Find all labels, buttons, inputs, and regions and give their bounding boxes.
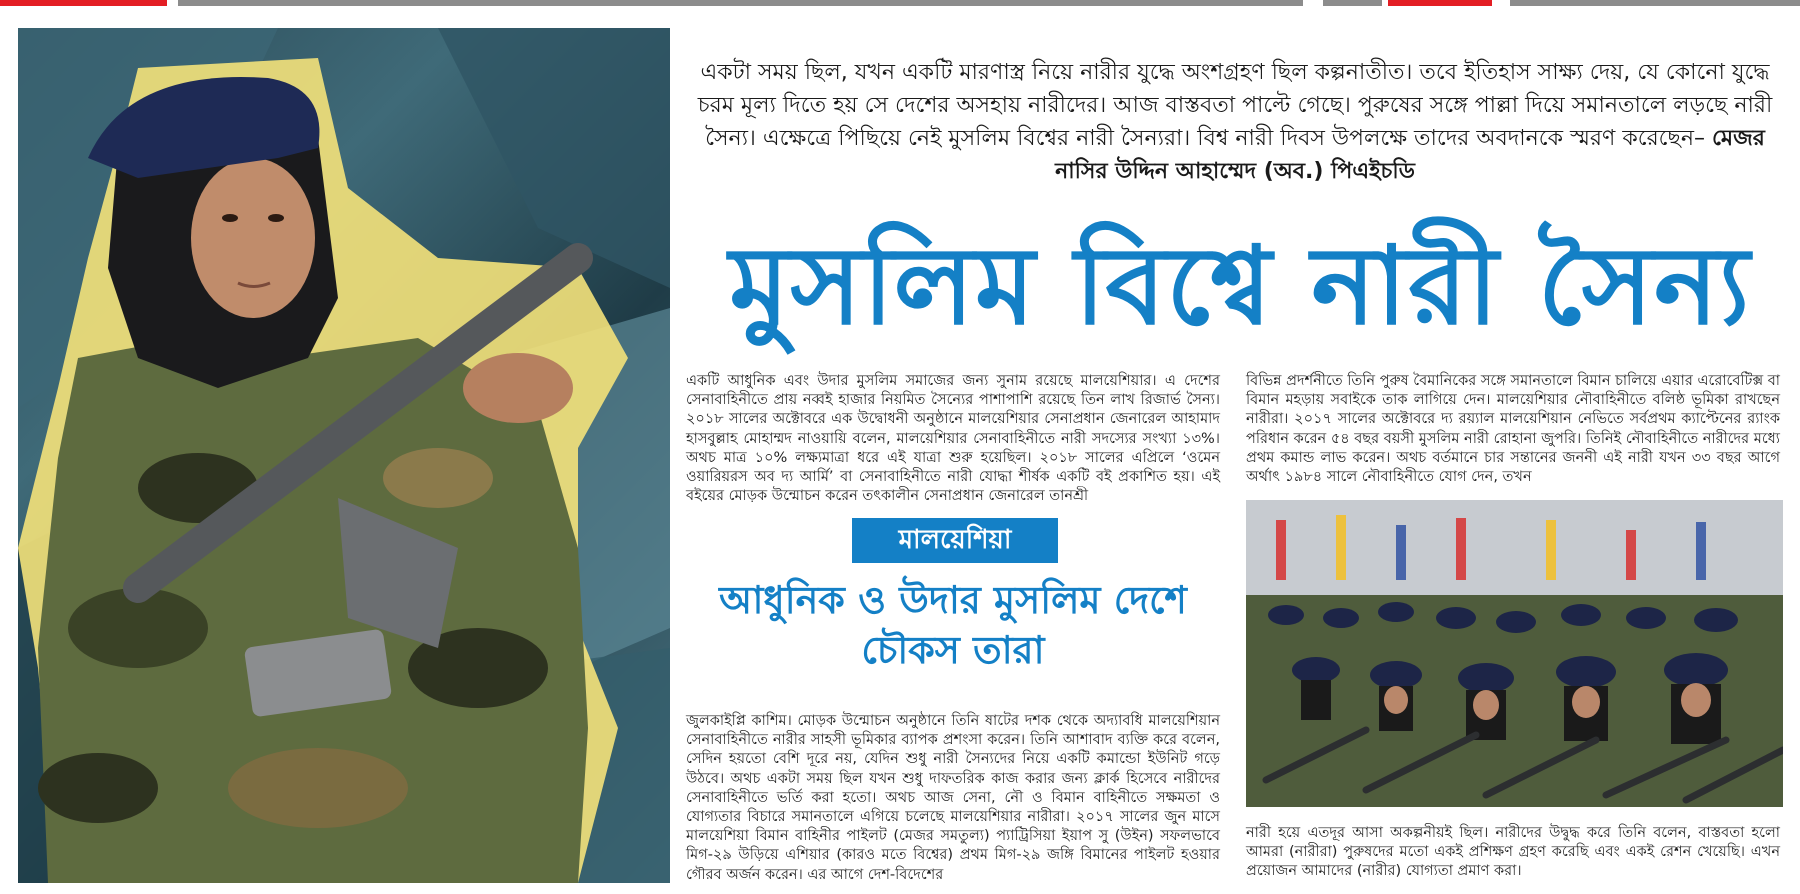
intro-text: একটা সময় ছিল, যখন একটি মারণাস্ত্র নিয়ে নারীর যুদ্ধে অংশগ্রহণ ছিল কল্পনাতীত। তবে ইতিহাস সাক্ষ্য দেয়, যে কোনো যুদ্ধে চরম মূল্য দিতে হয় সে দেশের অসহায় নারীদের। আজ বাস্তবতা পাল্টে গেছে। পুরুষের সঙ্গে পাল্লা দিয়ে সমানতালে লড়ছে নারী সৈন্য। এক্ষেত্রে পিছিয়ে নেই মুসলিম বিশ্বের নারী সৈন্যরা। বিশ্ব নারী দিবস উপলক্ষে তাদের অবদানকে স্মরণ করেছেন– xyxy=(697,60,1773,151)
column-1-top-text: একটি আধুনিক এবং উদার মুসলিম সমাজের জন্য সুনাম রয়েছে মালয়েশিয়ার। এ দেশের সেনাবাহিনীতে প্রায় নব্বই হাজার নিয়মিত সৈন্যের পাশাপাশি রয়েছে তিন লাখ রিজার্ভ সৈন্য। ২০১৮ সালের অক্টোবরে এক উদ্বোধনী অনুষ্ঠানে মালয়েশিয়ার সেনাপ্রধান জেনারেল আহামাদ হাসবুল্লাহ মোহাম্মদ নাওয়ায়ি বলেন, মালয়েশিয়ার সেনাবাহিনীতে নারী সদস্যের সংখ্যা ১৩%। অথচ মাত্র ১০% লক্ষ্যমাত্রা ধরে এই যাত্রা শুরু হয়েছিল। ২০১৮ সালের এপ্রিলে ‘ওমেন ওয়ারিয়রস অব দ্য আর্মি’ বা সেনাবাহিনীতে নারী যোদ্ধা শীর্ষক একটি বই প্রকাশিত হয়। এই বইয়ের মোড়ক উন্মোচন করেন তৎকালীন সেনাপ্রধান জেনারেল তানশ্রী xyxy=(686,373,1220,505)
soldier-photo xyxy=(18,28,670,883)
page-headline: মুসলিম বিশ্বে নারী সৈন্য xyxy=(729,224,1751,349)
top-strip-gray-right xyxy=(1510,0,1800,6)
author-byline: মেজর নাসির উদ্দিন আহাম্মেদ (অব.) পিএইচডি xyxy=(1055,126,1765,184)
intro-paragraph xyxy=(685,56,1785,188)
parade-photo xyxy=(1246,500,1783,807)
section-tag: মালয়েশিয়া xyxy=(852,518,1058,563)
top-strip-gray xyxy=(178,0,1303,6)
top-strip-red-left xyxy=(0,0,167,6)
top-strip-gray-small xyxy=(1323,0,1382,6)
subheadline: আধুনিক ও উদার মুসলিম দেশে চৌকস তারা xyxy=(719,578,1187,672)
column-1-bottom-text: জুলকাইপ্লি কাশিম। মোড়ক উন্মোচন অনুষ্ঠানে তিনি ষাটের দশক থেকে অদ্যাবধি মালয়েশিয়ান সেনাবাহিনীতে নারীর সাহসী ভূমিকার ব্যাপক প্রশংসা করেন। তিনি আশাবাদ ব্যক্তি করে বলেন, সেদিন হয়তো বেশি দূরে নয়, যেদিন শুধু নারী সৈন্যদের নিয়ে একটি কমান্ডো ইউনিট গড়ে উঠবে। অথচ একটা সময় ছিল যখন শুধু দাফতরিক কাজ করার জন্য ক্লার্ক হিসেবে নারীদের সেনাবাহিনীতে ভর্তি করা হতো। অথচ আজ সেনা, নৌ ও বিমান বাহিনীতে সক্ষমতা ও যোগ্যতার বিচারে সমানতালে এগিয়ে চলেছে মালয়েশিয়ার নারীরা। ২০১৭ সালের জুন মাসে মালয়েশিয়া বিমান বাহিনীর পাইলট (মেজর সমতুল্য) প্যাট্রিসিয়া ইয়াপ সু (উইন) সফলভাবে মিগ-২৯ উড়িয়ে এশিয়ার (কারও মতে বিশ্বের) প্রথম মিগ-২৯ জঙ্গি বিমানের পাইলট হওয়ার গৌরব অর্জন করেন। এর আগে দেশ-বিদেশের xyxy=(686,713,1220,883)
column-2-bottom-text: নারী হয়ে এতদূর আসা অকল্পনীয়ই ছিল। নারীদের উদ্বুদ্ধ করে তিনি বলেন, বাস্তবতা হলো আমরা (নারীরা) পুরুষদের মতো একই প্রশিক্ষণ গ্রহণ করেছি এবং একই রেশন খেয়েছি। এখন প্রয়োজন আমাদের (নারীর) যোগ্যতা প্রমাণ করা। xyxy=(1246,825,1780,880)
top-strip-red-right xyxy=(1388,0,1492,6)
column-2-top-text: বিভিন্ন প্রদর্শনীতে তিনি পুরুষ বৈমানিকের সঙ্গে সমানতালে বিমান চালিয়ে এয়ার এরোবেটিক্স বা বিমান মহড়ায় সবাইকে তাক লাগিয়ে দেন। মালয়েশিয়ার নৌবাহিনীতে বলিষ্ঠ ভূমিকা রাখছেন নারীরা। ২০১৭ সালের অক্টোবরে দ্য রয়্যাল মালয়েশিয়ান নেভিতে সর্বপ্রথম ক্যাপ্টেনের র‍্যাংক পরিধান করেন ৫৪ বছর বয়সী মুসলিম নারী রোহানা জুপরি। তিনিই নৌবাহিনীতে নারীদের মধ্যে প্রথম কমান্ড লাভ করেন। অথচ বর্তমানে চার সন্তানের জননী এই নারী যখন ৩৩ বছর আগে অর্থাৎ ১৯৮৪ সালে নৌবাহিনীতে যোগ দেন, তখন xyxy=(1246,373,1780,486)
top-color-strip xyxy=(0,0,1800,6)
